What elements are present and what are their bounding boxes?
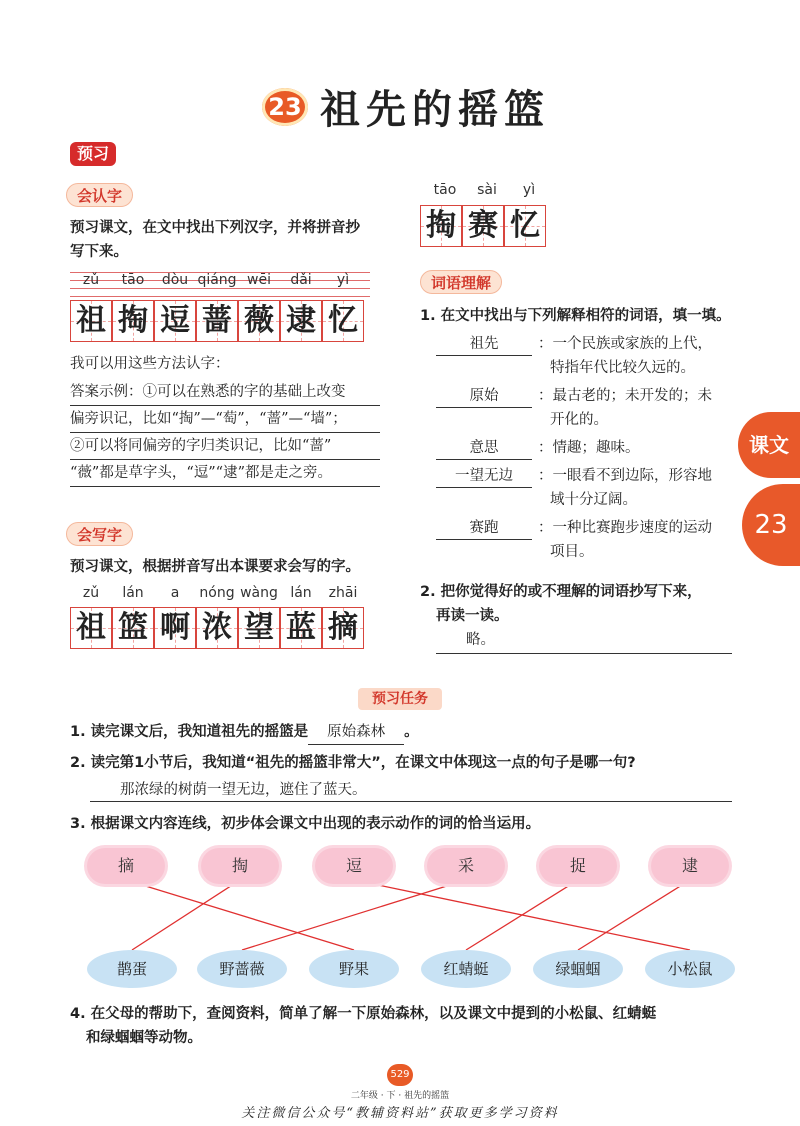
recognize-pinyin-2: dòu [161,272,189,288]
recognize-char-3: 蔷 [196,300,238,342]
write-char-0: 祖 [70,607,112,649]
vocab-def-3-1: 域十分辽阔。 [550,492,637,508]
vocab-item-4 [436,516,736,564]
recognize-char-0: 祖 [70,300,112,342]
preview-badge: 预习 [70,142,116,166]
vocab-item-0 [436,332,736,380]
write-pinyin-3: nóng [199,585,235,601]
lesson-number-badge: 23 [262,88,308,126]
vocab-def-1-1: 开化的。 [550,412,608,428]
vocab-question-1: 1. 在文中找出与下列解释相符的词语，填一填。 [420,308,731,324]
recognize-pinyin-0: zǔ [82,272,100,288]
vocab-word-2: 意思 [436,436,532,460]
recognize-pinyin-4: wēi [247,272,271,288]
vocab-item-3 [436,464,736,512]
vocab-q2-line-0: 2. 把你觉得好的或不理解的词语抄写下来， [420,584,702,600]
task-4-line-1: 和绿蝈蝈等动物。 [86,1030,202,1046]
vocab-word-0: 祖先 [436,332,532,356]
noun-oval-4[interactable]: 绿蝈蝈 [533,950,623,988]
write-char-4: 望 [238,607,280,649]
noun-oval-1[interactable]: 野蔷薇 [197,950,287,988]
verb-cloud-5[interactable]: 逮 [651,848,729,884]
page-number: 529 [387,1064,413,1086]
side-tab-label: 课文 [738,412,800,478]
top-right-char-1: 赛 [462,205,504,247]
side-tab-number: 23 [742,484,800,566]
vocab-item-2 [436,436,736,460]
footer-watermark: 关注微信公众号“教辅资料站”获取更多学习资料 [241,1106,559,1121]
write-pinyin-0: zǔ [82,585,100,601]
top-right-pinyin-2: yì [522,182,536,198]
recognize-char-6: 忆 [322,300,364,342]
nouns-row [0,950,800,990]
vocab-def-1-0: ：最古老的；未开发的；未 [538,388,712,404]
connection-line-3 [242,880,466,950]
vocab-def-3-0: ：一眼看不到边际，形容地 [538,468,712,484]
noun-oval-5[interactable]: 小松鼠 [645,950,735,988]
method-label: 我可以用这些方法认字： [70,356,230,372]
method-answer-line-1: 偏旁识记，比如“掏”—“萄”，“蔷”—“墙”； [70,407,380,433]
vocab-tag: 词语理解 [420,270,502,294]
recognize-char-grid [70,300,364,342]
connection-line-5 [578,880,690,950]
write-pinyin-4: wàng [240,585,278,601]
task-2-answer: 那浓绿的树荫一望无边，遮住了蓝天。 [90,778,732,802]
recognize-instruction: 预习课文，在文中找出下列汉字，并将拼音抄写下来。 [70,220,360,260]
vocab-word-3: 一望无边 [436,464,532,488]
write-char-2: 啊 [154,607,196,649]
task-3: 3. 根据课文内容连线，初步体会课文中出现的表示动作的词的恰当运用。 [70,816,541,832]
write-char-6: 摘 [322,607,364,649]
vocab-item-1 [436,384,736,432]
recognize-pinyin [70,272,364,288]
connection-line-0 [126,880,354,950]
top-right-pinyin-1: sài [477,182,497,198]
verb-cloud-4[interactable]: 捉 [539,848,617,884]
vocab-def-4-1: 项目。 [550,544,594,560]
connection-line-1 [132,880,240,950]
task-4-line-0: 4. 在父母的帮助下，查阅资料，简单了解一下原始森林，以及课文中提到的小松鼠、红蜻蜓 [70,1006,657,1022]
connection-line-4 [466,880,578,950]
noun-oval-3[interactable]: 红蜻蜓 [421,950,511,988]
write-instruction: 预习课文，根据拼音写出本课要求会写的字。 [70,559,360,575]
verbs-row [0,848,800,888]
vocab-def-0-1: 特指年代比较久远的。 [550,360,695,376]
write-char-grid [70,607,364,649]
vocab-word-4: 赛跑 [436,516,532,540]
recognize-tag: 会认字 [66,183,133,207]
task-2: 2. 读完第1小节后，我知道“祖先的摇篮非常大”，在课文中体现这一点的句子是哪一句? [70,755,636,771]
top-right-char-0: 掏 [420,205,462,247]
write-char-5: 蓝 [280,607,322,649]
recognize-char-2: 逗 [154,300,196,342]
write-char-3: 浓 [196,607,238,649]
vocab-def-4-0: ：一种比赛跑步速度的运动 [538,520,712,536]
noun-oval-0[interactable]: 鹊蛋 [87,950,177,988]
vocab-word-1: 原始 [436,384,532,408]
recognize-pinyin-lines [70,268,370,298]
recognize-char-1: 掏 [112,300,154,342]
method-answer-line-0: 答案示例：①可以在熟悉的字的基础上改变 [70,380,380,406]
top-right-char-grid [420,205,546,247]
vocab-q2-answer: 略。 [436,628,732,654]
recognize-char-5: 逮 [280,300,322,342]
vocab-question-2 [420,580,740,628]
page-title: 祖先的摇篮 [320,86,550,133]
write-pinyin-5: lán [290,585,312,601]
write-pinyin-1: lán [122,585,144,601]
verb-cloud-3[interactable]: 采 [427,848,505,884]
verb-cloud-2[interactable]: 逗 [315,848,393,884]
method-answer-line-2: ②可以将同偏旁的字归类识记，比如“蔷” [70,434,380,460]
top-right-pinyin-0: tāo [433,182,457,198]
write-tag: 会写字 [66,522,133,546]
task-1-suffix: 。 [404,724,419,740]
footer-caption: 二年级 · 下 · 祖先的摇篮 [350,1091,450,1101]
vocab-q2-line-1: 再读一读。 [436,608,509,624]
write-pinyin-2: a [170,585,180,601]
recognize-pinyin-3: qiáng [197,272,237,288]
top-right-pinyin [424,182,550,198]
recognize-pinyin-1: tāo [121,272,145,288]
write-pinyin [70,585,364,601]
task-4 [70,1002,750,1050]
verb-cloud-0[interactable]: 摘 [87,848,165,884]
write-pinyin-6: zhāi [328,585,358,601]
vocab-def-0-0: ：一个民族或家族的上代， [538,336,712,352]
recognize-pinyin-5: dǎi [290,272,312,288]
method-answer [70,380,380,488]
noun-oval-2[interactable]: 野果 [309,950,399,988]
write-char-1: 篮 [112,607,154,649]
vocab-list [436,332,736,568]
recognize-pinyin-6: yì [336,272,350,288]
task-1 [70,720,419,745]
top-right-char-2: 忆 [504,205,546,247]
task-1-answer: 原始森林 [308,720,404,745]
recognize-char-4: 薇 [238,300,280,342]
tasks-title: 预习任务 [358,688,442,710]
vocab-def-2-0: ：情趣；趣味。 [538,440,640,456]
method-answer-line-3: “薇”都是草字头，“逗”“逮”都是走之旁。 [70,461,380,487]
verb-cloud-1[interactable]: 掏 [201,848,279,884]
task-1-prefix: 1. 读完课文后，我知道祖先的摇篮是 [70,724,309,740]
